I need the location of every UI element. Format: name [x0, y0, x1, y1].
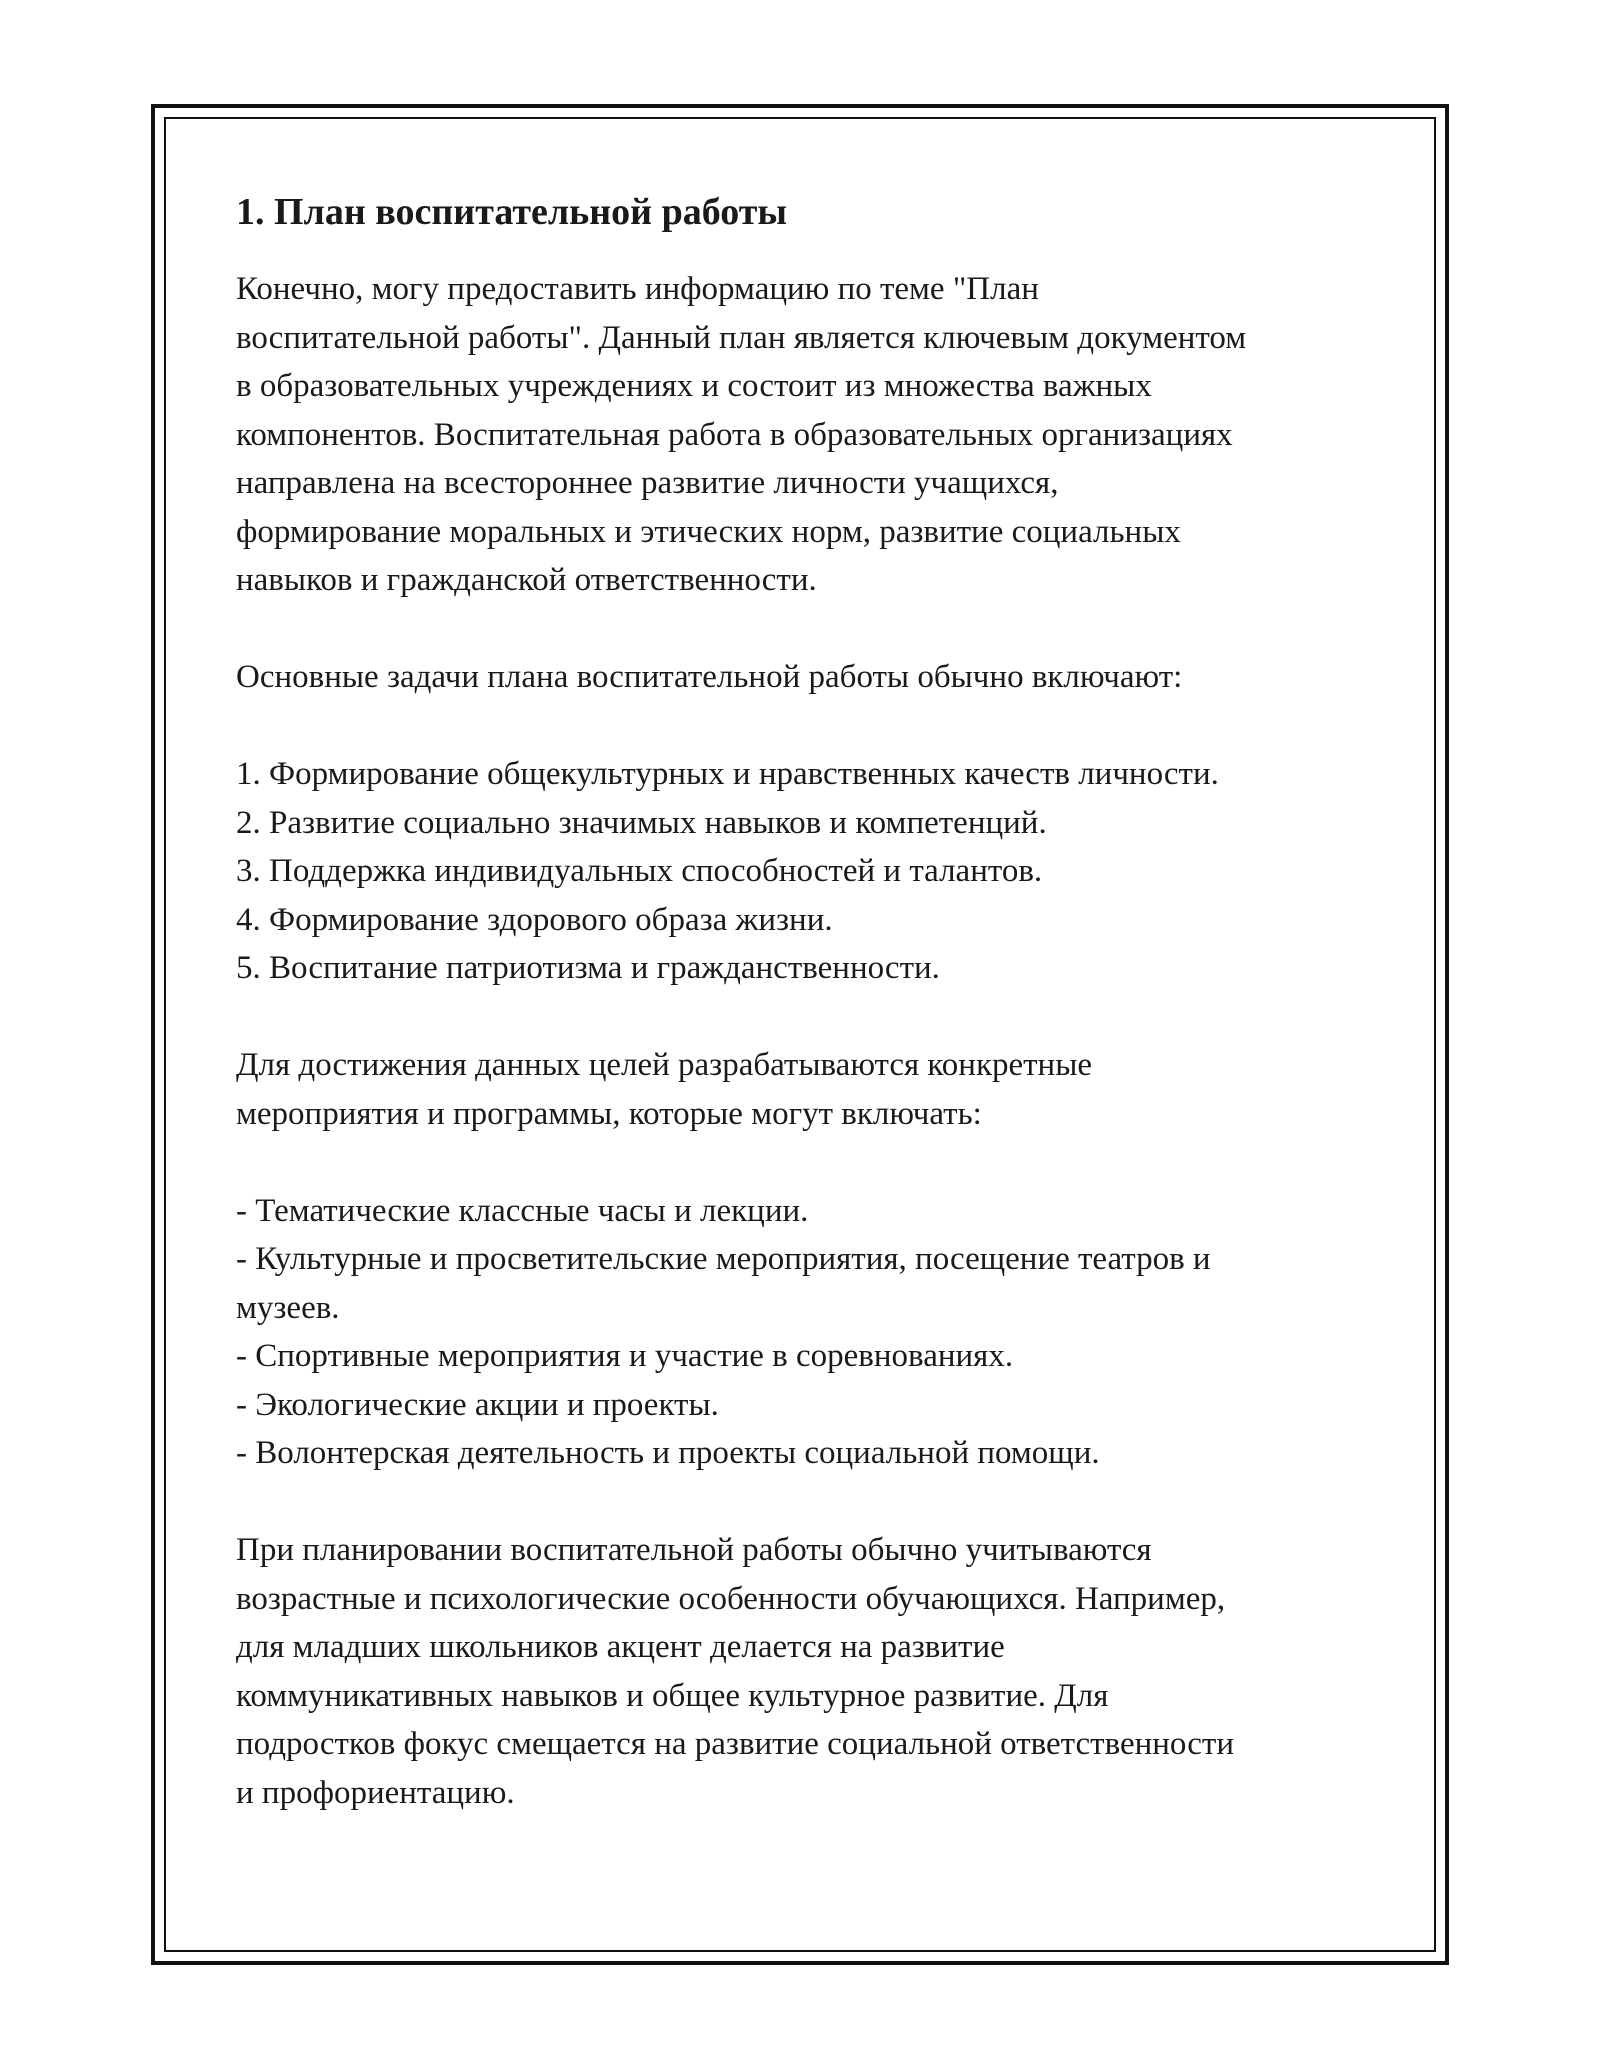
document-body	[236, 186, 1376, 1817]
text-line: воспитательной работы". Данный план является ключевым документом	[236, 319, 1247, 356]
paragraph	[236, 1187, 1376, 1478]
text-line: Конечно, могу предоставить информацию по теме "План	[236, 271, 1039, 307]
text-line: 2. Развитие социально значимых навыков и компетенций.	[236, 804, 1047, 841]
text-line: Основные задачи плана воспитательной работы обычно включают:	[236, 659, 1183, 695]
paragraph	[236, 1526, 1376, 1817]
paragraph-container	[236, 265, 1376, 1817]
text-line: для младших школьников акцент делается на развитие	[236, 1629, 1005, 1665]
text-line: в образовательных учреждениях и состоит из множества важных	[236, 368, 1152, 404]
paragraph-gap	[236, 1478, 1376, 1527]
paragraph-gap	[236, 993, 1376, 1042]
text-line: При планировании воспитательной работы обычно учитываются	[236, 1532, 1152, 1568]
paragraph-gap	[236, 1138, 1376, 1187]
text-line: 5. Воспитание патриотизма и гражданственности.	[236, 950, 940, 986]
text-line: навыков и гражданской ответственности.	[236, 562, 817, 598]
paragraph	[236, 750, 1376, 993]
text-line: направлена на всестороннее развитие личности учащихся,	[236, 465, 1059, 501]
text-line: музеев.	[236, 1289, 340, 1326]
text-line: 3. Поддержка индивидуальных способностей и талантов.	[236, 853, 1043, 889]
text-line: мероприятия и программы, которые могут включать:	[236, 1095, 982, 1132]
section-heading: 1. План воспитательной работы	[236, 191, 788, 233]
text-line: - Культурные и просветительские мероприятия, посещение театров и	[236, 1241, 1211, 1277]
text-line: коммуникативных навыков и общее культурное развитие. Для	[236, 1677, 1109, 1714]
paragraph	[236, 1041, 1376, 1138]
text-line: - Волонтерская деятельность и проекты социальной помощи.	[236, 1435, 1100, 1471]
paragraph-gap	[236, 605, 1376, 654]
text-line: подростков фокус смещается на развитие социальной ответственности	[236, 1726, 1234, 1762]
text-line: - Тематические классные часы и лекции.	[236, 1192, 809, 1229]
text-line: возрастные и психологические особенности обучающихся. Например,	[236, 1580, 1226, 1617]
text-line: 4. Формирование здорового образа жизни.	[236, 901, 833, 938]
text-line: и профориентацию.	[236, 1774, 515, 1811]
text-line: Для достижения данных целей разрабатываются конкретные	[236, 1047, 1093, 1083]
text-line: - Спортивные мероприятия и участие в соревнованиях.	[236, 1338, 1014, 1374]
paragraph-gap	[236, 702, 1376, 751]
text-line: - Экологические акции и проекты.	[236, 1386, 719, 1423]
paragraph	[236, 265, 1376, 605]
text-line: 1. Формирование общекультурных и нравственных качеств личности.	[236, 756, 1219, 792]
paragraph	[236, 653, 1376, 702]
text-line: формирование моральных и этических норм, развитие социальных	[236, 513, 1181, 550]
text-line: компонентов. Воспитательная работа в образовательных организациях	[236, 416, 1233, 453]
